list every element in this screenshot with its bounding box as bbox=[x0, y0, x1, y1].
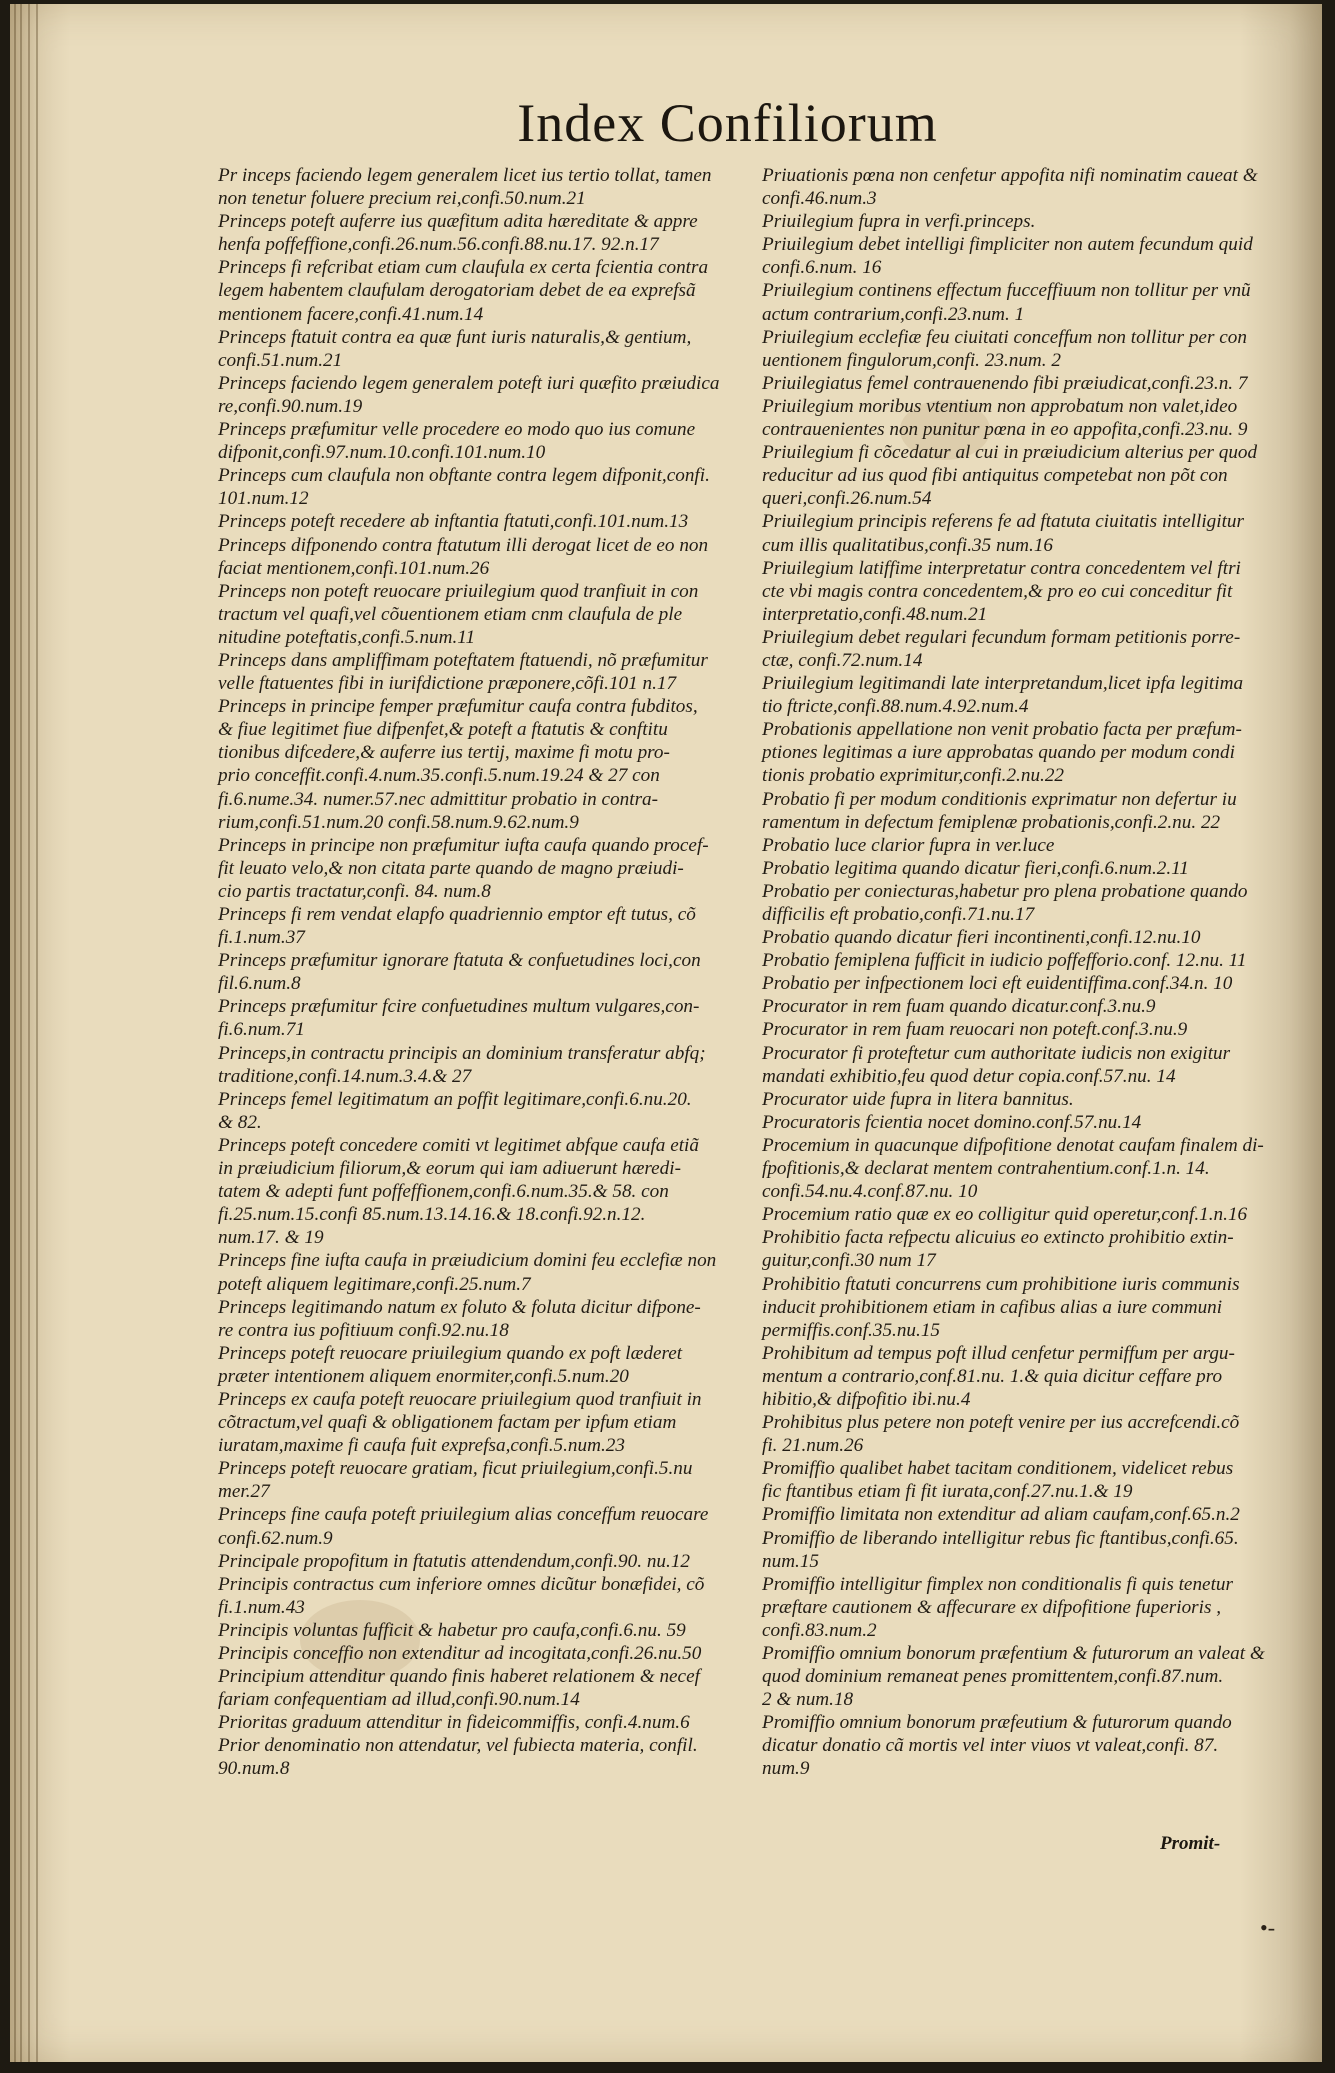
index-entry bbox=[762, 1342, 1297, 1411]
index-entry-line: Princeps præfumitur fcire confuetudines multum vulgares,con- bbox=[218, 996, 700, 1018]
index-entry-line: Principis contractus cum inferiore omnes dicũtur bonæfidei, cõ bbox=[218, 1573, 705, 1595]
index-entry-line: num.17. & 19 bbox=[218, 1227, 324, 1249]
index-entry bbox=[762, 1042, 1297, 1088]
index-entry-line: Priuilegium latiffime interpretatur contra concedentem vel ftri bbox=[762, 557, 1241, 579]
index-entry-line: fi.6.nume.34. numer.57.nec admittitur probatio in contra- bbox=[218, 788, 659, 810]
index-entry-line: & fiue legitimet fiue difpenfet,& poteft a ftatutis & conftitu bbox=[218, 719, 668, 741]
index-entry-line: mer.27 bbox=[218, 1481, 270, 1503]
index-entry bbox=[218, 1134, 758, 1249]
index-entry bbox=[218, 1042, 758, 1088]
index-entry-line: interpretatio,confi.48.num.21 bbox=[762, 603, 988, 625]
index-entry-line: reducitur ad ius quod fibi antiquitus competebat non põt con bbox=[762, 465, 1228, 487]
index-entry-line: Prior denominatio non attendatur, vel fubiecta materia, confil. bbox=[218, 1735, 698, 1757]
index-entry-line: Probatio legitima quando dicatur fieri,confi.6.num.2.11 bbox=[762, 857, 1189, 879]
index-entry-line: rium,confi.51.num.20 confi.58.num.9.62.num.9 bbox=[218, 811, 579, 833]
index-entry-line: fariam confequentiam ad illud,confi.90.num.14 bbox=[218, 1689, 580, 1711]
index-entry-line: Priuilegiatus femel contrauenendo fibi præiudicat,confi.23.n. 7 bbox=[762, 372, 1248, 394]
index-entry-line: traditione,confi.14.num.3.4.& 27 bbox=[218, 1065, 472, 1087]
index-entry bbox=[762, 441, 1297, 510]
index-entry bbox=[762, 1503, 1297, 1526]
index-entry-line: Princeps præfumitur ignorare ftatuta & confuetudines loci,con bbox=[218, 950, 701, 972]
index-entry bbox=[762, 210, 1297, 233]
index-entry bbox=[218, 1711, 758, 1734]
index-entry-line: inducit prohibitionem etiam in cafibus alias a iure communi bbox=[762, 1296, 1223, 1318]
index-entry-line: actum contrarium,confi.23.num. 1 bbox=[762, 303, 1025, 325]
index-entry-line: 90.num.8 bbox=[218, 1758, 290, 1780]
index-entry-line: guitur,confi.30 num 17 bbox=[762, 1250, 936, 1272]
index-entry-line: Promiffio intelligitur fimplex non conditionalis fi quis tenetur bbox=[762, 1573, 1233, 1595]
index-entry bbox=[218, 1388, 758, 1457]
index-entry-line: faciat mentionem,confi.101.num.26 bbox=[218, 557, 490, 579]
index-entry-line: dicatur donatio cã mortis vel inter viuos vt valeat,confi. 87. bbox=[762, 1735, 1219, 1757]
index-entry bbox=[762, 1273, 1297, 1342]
index-entry-line: in præiudicium filiorum,& eorum qui iam adiuerunt hæredi- bbox=[218, 1158, 681, 1180]
index-entry bbox=[762, 949, 1297, 972]
index-entry bbox=[762, 326, 1297, 372]
index-entry bbox=[762, 995, 1297, 1018]
index-entry bbox=[218, 1503, 758, 1549]
index-entry-line: Procurator in rem fuam quando dicatur.conf.3.nu.9 bbox=[762, 996, 1156, 1018]
index-entry-line: Princeps poteft reuocare priuilegium quando ex poft læderet bbox=[218, 1342, 683, 1364]
index-entry-line: nitudine poteftatis,confi.5.num.11 bbox=[218, 626, 476, 648]
index-entry-line: re,confi.90.num.19 bbox=[218, 395, 363, 417]
index-entry bbox=[762, 718, 1297, 787]
index-entry-line: tionis probatio exprimitur,confi.2.nu.22 bbox=[762, 765, 1065, 787]
index-entry bbox=[762, 1573, 1297, 1642]
index-entry-line: Princeps difponendo contra ftatutum illi derogat licet de eo non bbox=[218, 534, 709, 556]
index-entry-line: Principale propofitum in ftatutis attendendum,confi.90. nu.12 bbox=[218, 1550, 691, 1572]
index-entry-line: Promiffio omnium bonorum præfentium & futurorum an valeat & bbox=[762, 1643, 1265, 1664]
index-entry bbox=[762, 1088, 1297, 1111]
index-entry bbox=[762, 857, 1297, 880]
index-entry bbox=[218, 995, 758, 1041]
margin-mark: •- bbox=[1260, 1915, 1276, 1940]
index-entry-line: Princeps fine caufa poteft priuilegium alias conceffum reuocare bbox=[218, 1504, 709, 1526]
index-entry-line: Princeps legitimando natum ex foluto & foluta dicitur difpone- bbox=[218, 1296, 701, 1318]
index-entry-line: Procurator in rem fuam reuocari non poteft.conf.3.nu.9 bbox=[762, 1019, 1188, 1041]
index-entry-line: Priuilegium legitimandi late interpretandum,licet ipfa legitima bbox=[762, 673, 1244, 695]
index-entry-line: 101.num.12 bbox=[218, 488, 309, 510]
index-entry-line: Princeps,in contractu principis an dominium transferatur abfq; bbox=[218, 1042, 706, 1064]
index-entry bbox=[218, 903, 758, 949]
index-entry-line: fil.6.num.8 bbox=[218, 973, 301, 995]
index-entry bbox=[762, 672, 1297, 718]
index-entry bbox=[218, 1619, 758, 1642]
index-entry-line: confi.62.num.9 bbox=[218, 1527, 333, 1549]
index-entry-line: 2 & num.18 bbox=[762, 1689, 854, 1711]
left-index-column bbox=[218, 164, 758, 1781]
index-entry-line: difponit,confi.97.num.10.confi.101.num.10 bbox=[218, 442, 546, 464]
index-entry bbox=[218, 510, 758, 533]
index-entry bbox=[762, 1411, 1297, 1457]
index-entry-line: Prioritas graduum attenditur in fideicommiffis, confi.4.num.6 bbox=[218, 1712, 690, 1734]
index-entry bbox=[762, 626, 1297, 672]
index-entry-line: confi.6.num. 16 bbox=[762, 257, 882, 279]
index-entry bbox=[762, 1018, 1297, 1041]
index-entry-line: Priuilegium continens effectum fucceffiuum non tollitur per vnũ bbox=[762, 280, 1251, 302]
index-entry-line: re contra ius pofitiuum confi.92.nu.18 bbox=[218, 1319, 509, 1341]
index-entry-line: Princeps non poteft reuocare priuilegium quod tranfiuit in con bbox=[218, 580, 699, 602]
index-entry-line: Priuilegium fupra in verfi.princeps. bbox=[762, 211, 1036, 233]
index-entry-line: Principis conceffio non extenditur ad incogitata,confi.26.nu.50 bbox=[218, 1643, 702, 1664]
index-entry-line: mentionem facere,confi.41.num.14 bbox=[218, 303, 484, 325]
index-entry-line: prio conceffit.confi.4.num.35.confi.5.num.19.24 & 27 con bbox=[218, 765, 660, 787]
index-entry-line: mentum a contrario,conf.81.nu. 1.& quia dicitur ceffare pro bbox=[762, 1365, 1223, 1387]
index-entry-line: Priuilegium debet intelligi fimpliciter non autem fecundum quid bbox=[762, 234, 1253, 256]
index-entry-line: Probatio quando dicatur fieri incontinenti,confi.12.nu.10 bbox=[762, 927, 1201, 949]
index-entry-line: ptiones legitimas a iure approbatas quando per modum condi bbox=[762, 742, 1235, 764]
index-entry-line: confi.54.nu.4.conf.87.nu. 10 bbox=[762, 1181, 978, 1203]
index-entry bbox=[218, 1642, 758, 1665]
index-entry bbox=[762, 1134, 1297, 1203]
index-entry bbox=[218, 418, 758, 464]
index-entry-line: Probatio fi per modum conditionis exprimatur non defertur iu bbox=[762, 788, 1237, 810]
index-entry bbox=[218, 580, 758, 649]
index-entry-line: ctæ, confi.72.num.14 bbox=[762, 649, 923, 671]
index-entry-line: permiffis.conf.35.nu.15 bbox=[762, 1319, 941, 1341]
index-entry bbox=[218, 1296, 758, 1342]
index-entry-line: Priuilegium debet regulari fecundum formam petitionis porre- bbox=[762, 626, 1241, 648]
index-entry-line: Prohibitio facta refpectu alicuius eo extincto prohibitio extin- bbox=[762, 1227, 1234, 1249]
index-entry-line: queri,confi.26.num.54 bbox=[762, 488, 932, 510]
index-entry bbox=[762, 1203, 1297, 1226]
index-entry-line: Principium attenditur quando finis haberet relationem & necef bbox=[218, 1666, 700, 1688]
index-entry-line: Probationis appellatione non venit probatio facta per præfum- bbox=[762, 719, 1242, 741]
index-entry-line: Procemium in quacunque difpofitione denotat caufam finalem di- bbox=[762, 1134, 1264, 1156]
index-entry-line: Princeps fine iufta caufa in præiudicium domini feu ecclefiæ non bbox=[218, 1250, 717, 1272]
index-entry-line: Prohibitus plus petere non poteft venire per ius accrefcendi.cõ bbox=[762, 1412, 1240, 1434]
index-entry-line: henfa poffeffione,confi.26.num.56.confi.88.nu.17. 92.n.17 bbox=[218, 234, 659, 256]
index-entry bbox=[218, 164, 758, 210]
index-entry-line: Probatio femiplena fufficit in iudicio poffefforio.conf. 12.nu. 11 bbox=[762, 950, 1247, 972]
index-entry bbox=[218, 372, 758, 418]
index-entry-line: Priuilegium fi cõcedatur al cui in præiudicium alterius per quod bbox=[762, 442, 1258, 464]
index-entry bbox=[218, 534, 758, 580]
index-entry bbox=[218, 210, 758, 256]
index-entry-line: velle ftatuentes fibi in iurifdictione præponere,cõfi.101 n.17 bbox=[218, 673, 677, 695]
index-entry bbox=[762, 510, 1297, 556]
index-entry-line: Promiffio qualibet habet tacitam conditionem, videlicet rebus bbox=[762, 1458, 1234, 1480]
index-entry-line: ramentum in defectum femiplenæ probationis,confi.2.nu. 22 bbox=[762, 811, 1221, 833]
index-entry bbox=[762, 395, 1297, 441]
index-entry-line: Procemium ratio quæ ex eo colligitur quid operetur,conf.1.n.16 bbox=[762, 1204, 1248, 1226]
binding-gutter bbox=[10, 4, 50, 2062]
index-entry-line: fit leuato velo,& non citata parte quando de magno præiudi- bbox=[218, 857, 684, 879]
index-entry-line: Princeps dans ampliffimam poteftatem ftatuendi, nõ præfumitur bbox=[218, 649, 708, 671]
index-entry-line: tio ftricte,confi.88.num.4.92.num.4 bbox=[762, 696, 1029, 718]
index-entry-line: Princeps fi rem vendat elapfo quadriennio emptor eft tutus, cõ bbox=[218, 904, 696, 925]
index-entry-line: Princeps femel legitimatum an poffit legitimare,confi.6.nu.20. bbox=[218, 1088, 692, 1110]
index-entry bbox=[218, 256, 758, 325]
index-entry-line: fi.1.num.43 bbox=[218, 1596, 305, 1618]
index-entry bbox=[762, 880, 1297, 926]
index-entry bbox=[218, 1457, 758, 1503]
index-entry-line: Princeps poteft concedere comiti vt legitimet abfque caufa etiã bbox=[218, 1134, 699, 1156]
index-entry bbox=[762, 1457, 1297, 1503]
index-entry-line: Prohibitum ad tempus poft illud cenfetur permiffum per argu- bbox=[762, 1342, 1235, 1364]
index-entry-line: fi. 21.num.26 bbox=[762, 1435, 864, 1457]
index-entry bbox=[762, 788, 1297, 834]
index-entry-line: Priuilegium principis referens fe ad ftatuta ciuitatis intelligitur bbox=[762, 511, 1244, 533]
index-entry-line: Princeps poteft reuocare gratiam, ficut priuilegium,confi.5.nu bbox=[218, 1458, 693, 1480]
catchword: Promit- bbox=[1160, 1833, 1221, 1854]
index-entry-line: Princeps faciendo legem generalem poteft iuri quæfito præiudica bbox=[218, 372, 720, 394]
index-entry-line: fi.1.num.37 bbox=[218, 927, 305, 949]
index-entry-line: Prohibitio ftatuti concurrens cum prohibitione iuris communis bbox=[762, 1273, 1240, 1295]
page-title: Index Confiliorum bbox=[517, 93, 938, 153]
index-entry bbox=[218, 834, 758, 903]
index-entry bbox=[218, 1734, 758, 1780]
index-entry-line: cio partis tractatur,confi. 84. num.8 bbox=[218, 880, 491, 902]
index-entry-line: fpofitionis,& declarat mentem contrahentium.conf.1.n. 14. bbox=[762, 1158, 1210, 1180]
index-entry-line: legem habentem claufulam derogatoriam debet de ea exprefsã bbox=[218, 280, 696, 302]
index-entry-line: Promiffio limitata non extenditur ad aliam caufam,conf.65.n.2 bbox=[762, 1504, 1240, 1526]
index-entry-line: confi.46.num.3 bbox=[762, 188, 877, 210]
index-entry-line: præftare cautionem & affecurare ex difpofitione fuperioris , bbox=[762, 1596, 1222, 1618]
index-entry-line: Princeps fi refcribat etiam cum claufula ex certa fcientia contra bbox=[218, 257, 709, 279]
index-entry-line: Promiffio de liberando intelligitur rebus fic ftantibus,confi.65. bbox=[762, 1527, 1239, 1549]
index-entry bbox=[762, 926, 1297, 949]
index-entry-line: fi.25.num.15.confi 85.num.13.14.16.& 18.confi.92.n.12. bbox=[218, 1204, 646, 1226]
index-entry bbox=[762, 1226, 1297, 1272]
index-entry-line: tatem & adepti funt poffeffionem,confi.6.num.35.& 58. con bbox=[218, 1181, 669, 1203]
index-entry bbox=[218, 949, 758, 995]
index-entry-line: Pr inceps faciendo legem generalem licet ius tertio tollat, tamen bbox=[218, 165, 712, 186]
index-entry-line: Procurator fi proteftetur cum authoritate iudicis non exigitur bbox=[762, 1042, 1231, 1064]
index-entry bbox=[762, 1711, 1297, 1780]
index-entry bbox=[218, 464, 758, 510]
index-entry-line: confi.83.num.2 bbox=[762, 1619, 877, 1641]
index-entry-line: Princeps poteft auferre ius quæfitum adita hæreditate & appre bbox=[218, 211, 698, 233]
index-entry-line: uentionem fingulorum,confi. 23.num. 2 bbox=[762, 349, 1061, 371]
index-entry-line: Princeps poteft recedere ab inftantia ftatuti,confi.101.num.13 bbox=[218, 511, 689, 533]
index-entry-line: non tenetur foluere precium rei,confi.50.num.21 bbox=[218, 188, 586, 210]
index-entry-line: difficilis eft probatio,confi.71.nu.17 bbox=[762, 904, 1035, 925]
index-entry bbox=[762, 279, 1297, 325]
index-entry bbox=[218, 649, 758, 695]
index-entry-line: tractum vel quafi,vel cõuentionem etiam cnm claufula de ple bbox=[218, 603, 683, 625]
index-entry-line: Procuratoris fcientia nocet domino.conf.57.nu.14 bbox=[762, 1111, 1142, 1133]
index-entry bbox=[218, 326, 758, 372]
index-entry-line: Probatio per coniecturas,habetur pro plena probatione quando bbox=[762, 880, 1248, 902]
index-entry-line: Princeps in principe non præfumitur iufta caufa quando procef- bbox=[218, 834, 709, 856]
index-entry-line: tionibus difcedere,& auferre ius tertij, maxime fi motu pro- bbox=[218, 742, 670, 764]
index-entry-line: & 82. bbox=[218, 1111, 262, 1133]
index-entry bbox=[218, 1249, 758, 1295]
index-entry-line: Probatio per infpectionem loci eft euidentiffima.conf.34.n. 10 bbox=[762, 973, 1233, 995]
index-entry-line: Princeps præfumitur velle procedere eo modo quo ius comune bbox=[218, 419, 696, 441]
index-entry bbox=[218, 1342, 758, 1388]
index-entry bbox=[218, 1573, 758, 1619]
index-entry-line: Promiffio omnium bonorum præfeutium & futurorum quando bbox=[762, 1712, 1232, 1734]
index-entry-line: confi.51.num.21 bbox=[218, 349, 343, 371]
index-entry bbox=[762, 164, 1297, 210]
index-entry-line: Probatio luce clarior fupra in ver.luce bbox=[762, 834, 1055, 856]
index-entry-line: Princeps ex caufa poteft reuocare priuilegium quod tranfiuit in bbox=[218, 1388, 702, 1410]
index-entry-line: præter intentionem aliquem enormiter,confi.5.num.20 bbox=[218, 1365, 629, 1387]
index-entry-line: Procurator uide fupra in litera bannitus. bbox=[762, 1088, 1074, 1110]
index-entry-line: num.9 bbox=[762, 1758, 810, 1780]
index-entry bbox=[218, 1550, 758, 1573]
index-entry bbox=[762, 1111, 1297, 1134]
index-entry bbox=[762, 233, 1297, 279]
index-entry-line: Priuationis pœna non cenfetur appofita nifi nominatim caueat & bbox=[762, 165, 1258, 186]
index-entry-line: cte vbi magis contra concedentem,& pro eo cui conceditur fit bbox=[762, 580, 1233, 602]
index-entry-line: cõtractum,vel quafi & obligationem factam per ipfum etiam bbox=[218, 1412, 677, 1434]
right-index-column bbox=[762, 164, 1297, 1781]
index-entry-line: poteft aliquem legitimare,confi.25.num.7 bbox=[218, 1273, 531, 1295]
index-entry bbox=[762, 1642, 1297, 1711]
index-entry bbox=[218, 695, 758, 834]
index-entry-line: quod dominium remaneat penes promittentem,confi.87.num. bbox=[762, 1666, 1224, 1688]
index-entry-line: mandati exhibitio,feu quod detur copia.conf.57.nu. 14 bbox=[762, 1065, 1176, 1087]
index-entry-line: hibitio,& difpofitio ibi.nu.4 bbox=[762, 1388, 971, 1410]
index-entry-line: num.15 bbox=[762, 1550, 820, 1572]
index-entry bbox=[762, 1527, 1297, 1573]
index-entry-line: fi.6.num.71 bbox=[218, 1019, 305, 1041]
index-entry-line: iuratam,maxime fi caufa fuit exprefsa,confi.5.num.23 bbox=[218, 1435, 625, 1457]
index-entry-line: Principis voluntas fufficit & habetur pro caufa,confi.6.nu. 59 bbox=[218, 1619, 686, 1641]
index-entry bbox=[218, 1088, 758, 1134]
index-entry-line: Princeps cum claufula non obftante contra legem difponit,confi. bbox=[218, 465, 710, 487]
index-entry bbox=[762, 834, 1297, 857]
index-entry bbox=[762, 557, 1297, 626]
index-entry-line: Princeps ftatuit contra ea quæ funt iuris naturalis,& gentium, bbox=[218, 326, 692, 348]
index-entry-line: fic ftantibus etiam fi fit iurata,conf.27.nu.1.& 19 bbox=[762, 1481, 1133, 1503]
index-entry-line: cum illis qualitatibus,confi.35 num.16 bbox=[762, 534, 1054, 556]
index-entry-line: Priuilegium moribus vtentium non approbatum non valet,ideo bbox=[762, 395, 1238, 417]
index-entry-line: contrauenientes non punitur pœna in eo appofita,confi.23.nu. 9 bbox=[762, 419, 1248, 441]
index-entry-line: Princeps in principe femper præfumitur caufa contra fubditos, bbox=[218, 696, 698, 718]
index-entry bbox=[762, 372, 1297, 395]
index-entry bbox=[218, 1665, 758, 1711]
index-entry bbox=[762, 972, 1297, 995]
index-entry-line: Priuilegium ecclefiæ feu ciuitati conceffum non tollitur per con bbox=[762, 326, 1247, 348]
